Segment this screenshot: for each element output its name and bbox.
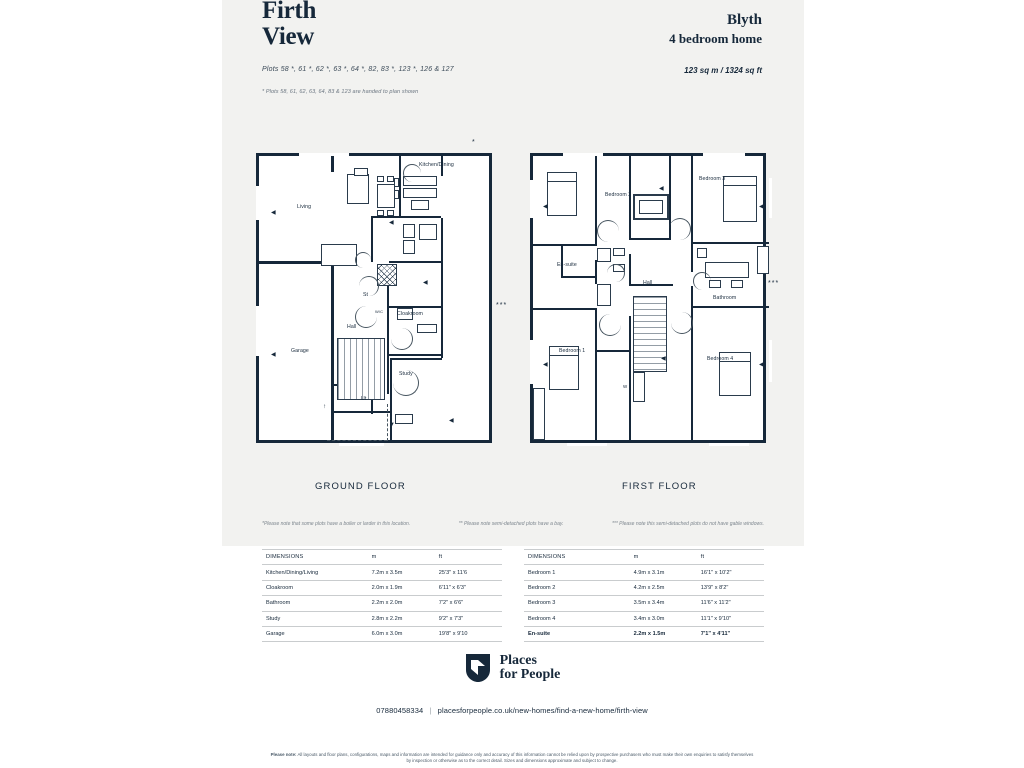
wardrobe <box>757 246 769 274</box>
room-metric: 2.8m x 2.2m <box>368 611 435 626</box>
wall <box>387 364 389 394</box>
col-header-ft: ft <box>435 550 502 565</box>
room-name: Bathroom <box>262 596 368 611</box>
col-header-name: DIMENSIONS <box>524 550 630 565</box>
col-header-name: DIMENSIONS <box>262 550 368 565</box>
wall <box>441 218 443 358</box>
door-swing <box>355 306 377 328</box>
dimensions-table-first <box>524 549 764 642</box>
towel-rail <box>697 248 707 258</box>
room-label-bedroom2: Bedroom 2 <box>605 192 632 198</box>
unit <box>347 174 369 204</box>
room-name: Kitchen/Dining/Living <box>262 565 368 580</box>
door-swing <box>391 328 413 350</box>
wall <box>595 308 597 442</box>
room-label-garage: Garage <box>291 348 309 354</box>
window <box>256 186 259 220</box>
wall <box>389 261 441 263</box>
chair <box>377 176 384 182</box>
wall <box>390 358 392 442</box>
room-imperial: 19'8" x 9'10 <box>435 626 502 641</box>
room-name: En-suite <box>524 626 630 641</box>
room-label-cloakroom: Cloakroom <box>397 311 423 317</box>
room-metric: 2.2m x 1.5m <box>630 626 697 641</box>
panel-note-right: *** Please note this semi-detached plots do not have gable windows. <box>611 521 764 527</box>
room-label-wardrobe: W <box>623 384 628 389</box>
contact-separator: | <box>429 706 432 715</box>
table-row <box>262 580 502 595</box>
window <box>709 443 749 446</box>
room-imperial: 9'2" x 7'3" <box>435 611 502 626</box>
wall <box>371 218 373 262</box>
room-imperial: 7'1" x 4'11" <box>697 626 764 641</box>
table-row <box>524 580 764 595</box>
brand-line-1: Firth <box>262 0 317 24</box>
window <box>703 153 745 156</box>
wall <box>331 261 334 443</box>
wall <box>371 216 401 218</box>
room-imperial: 13'9" x 8'2" <box>697 580 764 595</box>
wall <box>691 196 693 244</box>
room-label-bathroom: Bathroom <box>713 295 737 301</box>
table-row <box>524 626 764 641</box>
pillow <box>723 176 757 186</box>
brand-line-2: View <box>262 23 315 50</box>
room-imperial: 16'1" x 10'2" <box>697 565 764 580</box>
room-imperial: 6'11" x 6'3" <box>435 580 502 595</box>
col-header-ft: ft <box>697 550 764 565</box>
wardrobe <box>533 388 545 440</box>
table-row <box>262 565 502 580</box>
col-header-m: m <box>630 550 697 565</box>
table-header-row <box>262 550 502 565</box>
brand-logo <box>0 653 1024 683</box>
sofa <box>321 244 357 266</box>
wall <box>629 238 669 240</box>
website-url[interactable]: placesforpeople.co.uk/new-homes/find-a-new-home/firth-view <box>437 706 648 715</box>
wall <box>533 244 595 246</box>
wall <box>631 440 691 443</box>
room-metric: 2.0m x 1.9m <box>368 580 435 595</box>
table-row <box>524 611 764 626</box>
panel-note-middle: ** Please note semi-detached plots have a bay. <box>458 521 564 527</box>
door-swing <box>597 220 619 242</box>
disclaimer-lead: Please note: <box>270 752 297 757</box>
development-name: Blyth <box>726 12 762 28</box>
boiler-asterisk-marker: * <box>472 139 476 146</box>
door-swing <box>599 314 621 336</box>
wardrobe <box>597 284 611 306</box>
window <box>769 178 772 218</box>
appliance <box>403 224 415 238</box>
table-row <box>262 626 502 641</box>
path-dashed <box>387 404 388 441</box>
places-for-people-mark-icon <box>464 653 492 683</box>
room-label-landing: Hall <box>643 280 653 286</box>
wall <box>691 156 693 196</box>
window-asterisk-marker-left: *** <box>496 302 508 309</box>
room-imperial: 11'6" x 11'2" <box>697 596 764 611</box>
wc-unit <box>417 324 437 333</box>
room-imperial: 25'3" x 11'6 <box>435 565 502 580</box>
door-swing <box>669 218 691 240</box>
home-type: 4 bedroom home <box>669 31 762 46</box>
window <box>299 153 349 156</box>
panel-note-left: *Please note that some plots have a boiler or larder in this location. <box>262 521 411 527</box>
window <box>563 153 603 156</box>
room-name: Study <box>262 611 368 626</box>
room-imperial: 7'2" x 6'6" <box>435 596 502 611</box>
wall <box>399 156 401 216</box>
dining-table <box>377 184 395 208</box>
room-metric: 3.5m x 3.4m <box>630 596 697 611</box>
wall <box>389 354 441 356</box>
first-floor-caption: FIRST FLOOR <box>622 481 697 492</box>
bath <box>705 262 749 278</box>
pillow <box>547 172 577 182</box>
room-metric: 2.2m x 2.0m <box>368 596 435 611</box>
shower <box>597 248 611 262</box>
phone-number[interactable]: 07880458334 <box>376 706 424 715</box>
room-label-bedroom4: Bedroom 4 <box>707 356 734 362</box>
room-label-ensuite: En-suite <box>557 262 577 268</box>
wall <box>561 276 595 278</box>
door-swing <box>693 272 711 290</box>
window <box>339 443 384 446</box>
window <box>769 340 772 382</box>
wardrobe <box>633 372 645 402</box>
chair <box>377 210 384 216</box>
panel-notes <box>262 521 764 527</box>
wall <box>331 156 334 172</box>
room-metric: 6.0m x 3.0m <box>368 626 435 641</box>
unit <box>395 414 413 424</box>
room-metric: 7.2m x 3.5m <box>368 565 435 580</box>
counter <box>411 200 429 210</box>
room-label-hall: Hall <box>347 324 357 330</box>
room-label-study: Study <box>399 371 413 377</box>
door-swing <box>607 264 625 282</box>
window <box>530 180 533 218</box>
ground-floor-plan: ↑ Living Kitchen/Dining Garage Hall W/C Cloakroom Study St Ut ◀ ◀ ◀ ◀ ◀ ▼ <box>256 153 492 443</box>
basin <box>613 248 625 256</box>
window <box>256 306 259 356</box>
room-name: Bedroom 1 <box>524 565 630 580</box>
logo-line-1: Places <box>499 653 537 668</box>
room-name: Bedroom 3 <box>524 596 630 611</box>
sink <box>419 224 437 240</box>
room-metric: 4.9m x 3.1m <box>630 565 697 580</box>
wall <box>533 308 595 310</box>
total-area: 123 sq m / 1324 sq ft <box>684 66 762 75</box>
entrance-arrow: ↑ <box>323 404 326 410</box>
room-label-store: St <box>363 292 369 298</box>
room-label-bedroom1: Bedroom 1 <box>559 348 586 354</box>
chair <box>387 210 394 216</box>
door-swing <box>355 252 371 268</box>
header <box>222 0 804 60</box>
wall <box>334 411 390 413</box>
room-label-utility: Ut <box>361 396 367 402</box>
logo-line-2: for People <box>499 667 561 682</box>
room-name: Bedroom 2 <box>524 580 630 595</box>
landing-window-inner <box>639 200 663 214</box>
first-floor-plan: Bedroom 2 Bedroom 3 Bedroom 1 Bedroom 4 En-suite Bathroom Hall W ◀ ◀ ◀ ◀ ◀ ◀ <box>530 153 766 443</box>
wall <box>595 260 597 284</box>
unit <box>354 168 368 176</box>
table-row <box>262 611 502 626</box>
development-block <box>669 12 762 47</box>
chair <box>387 176 394 182</box>
dimensions-table-ground <box>262 549 502 642</box>
contact-bar <box>0 706 1024 715</box>
room-name: Bedroom 4 <box>524 611 630 626</box>
wall <box>597 350 631 352</box>
table-row <box>524 596 764 611</box>
col-header-m: m <box>368 550 435 565</box>
boiler-cupboard <box>377 264 397 286</box>
room-imperial: 11'1" x 9'10" <box>697 611 764 626</box>
window <box>530 340 533 384</box>
disclaimer <box>0 752 1024 764</box>
wall <box>629 254 631 284</box>
staircase <box>337 338 385 400</box>
appliance <box>403 240 415 254</box>
table-row <box>262 596 502 611</box>
door-swing <box>671 312 693 334</box>
room-metric: 4.2m x 2.5m <box>630 580 697 595</box>
room-label-kitchen-dining: Kitchen/Dining <box>419 162 454 168</box>
room-name: Garage <box>262 626 368 641</box>
table-row <box>524 565 764 580</box>
wall <box>691 306 769 308</box>
door-swing <box>359 276 379 296</box>
plot-list: Plots 58 *, 61 *, 62 *, 63 *, 64 *, 82, 83 *, 123 *, 126 & 127 <box>262 66 454 73</box>
room-label-bedroom3: Bedroom 3 <box>699 176 726 182</box>
window <box>567 443 607 446</box>
wall <box>629 316 631 442</box>
disclaimer-text: All layouts and floor plans, configurations, maps and information are intended for guidance only and accuracy of this information cannot be relied upon by prospective purchasers who must make their own enquiries to satisfy themselves by inspection or otherwise as to the correct detail. Sizes and dimensions approximate and subject to change. <box>296 752 754 763</box>
room-label-living: Living <box>297 204 312 210</box>
path-dashed <box>327 440 387 441</box>
table-header-row <box>524 550 764 565</box>
wall <box>561 244 563 278</box>
logo-text <box>500 654 561 682</box>
wall <box>691 244 693 272</box>
wall <box>691 286 693 308</box>
room-label-wc: W/C <box>375 309 384 314</box>
room-metric: 3.4m x 3.0m <box>630 611 697 626</box>
wc-unit <box>731 280 743 288</box>
wall <box>399 216 441 218</box>
window-asterisk-marker-right: *** <box>768 280 780 287</box>
wall <box>691 242 769 244</box>
ground-floor-caption: GROUND FLOOR <box>315 481 406 492</box>
wall <box>390 358 442 360</box>
page-title <box>262 0 316 50</box>
counter <box>403 188 437 198</box>
room-name: Cloakroom <box>262 580 368 595</box>
plot-handing-note: * Plots 58, 61, 62, 63, 64, 83 & 123 are handed to plan shown <box>262 89 419 95</box>
